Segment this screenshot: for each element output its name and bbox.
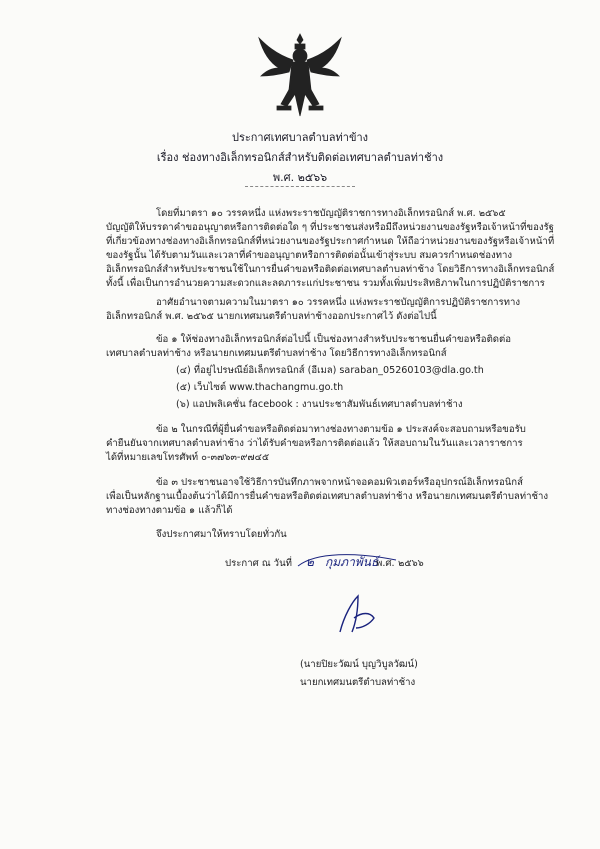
announce-month: กุมภาพันธ์ bbox=[325, 555, 379, 569]
signatory-position: นายกเทศมนตรีตำบลท่าช้าง bbox=[300, 677, 416, 688]
paragraph-1-line: ของรัฐนั้น ได้รับตามวันและเวลาที่คำขออนุญาตหรือการติดต่อนั้นเข้าสู่ระบบ สมควรกำหนดช่องทาง bbox=[106, 250, 513, 261]
paragraph-5-line: ข้อ ๓ ประชาชนอาจใช้วิธีการบันทึกภาพจากหน้าจอคอมพิวเตอร์หรืออุปกรณ์อิเล็กทรอนิกส์ bbox=[156, 477, 523, 488]
garuda-emblem-icon bbox=[257, 32, 343, 120]
announce-date-label: ประกาศ ณ วันที่ bbox=[225, 558, 292, 569]
signatory-name: (นายปิยะวัฒน์ บุญวิบูลวัฒน์) bbox=[300, 659, 418, 670]
paragraph-4-line: ข้อ ๒ ในกรณีที่ผู้ยื่นคำขอหรือติดต่อมาทางช่องทางตามข้อ ๑ ประสงค์จะสอบถามหรือขอรับ bbox=[156, 424, 526, 435]
closing-text: จึงประกาศมาให้ทราบโดยทั่วกัน bbox=[156, 529, 287, 540]
paragraph-2-line: อาศัยอำนาจตามความในมาตรา ๑๐ วรรคหนึ่ง แห่งพระราชบัญญัติการปฏิบัติราชการทาง bbox=[156, 297, 521, 308]
channel-facebook: (๖) แอปพลิเคชั่น facebook : งานประชาสัมพันธ์เทศบาลตำบลท่าช้าง bbox=[176, 399, 463, 410]
paragraph-4-line: ได้ที่หมายเลขโทรศัพท์ ๐-๓๗๖๓-๙๗๔๕ bbox=[106, 452, 270, 463]
paragraph-5-line: เพื่อเป็นหลักฐานเบื้องต้นว่าได้มีการยื่นคำขอหรือติดต่อเทศบาลตำบลท่าช้าง หรือนายกเทศมนตรีตำบลท่าช้าง bbox=[106, 491, 549, 502]
paragraph-1-line: ที่เกี่ยวข้องทางช่องทางอิเล็กทรอนิกส์ที่หน่วยงานของรัฐประกาศกำหนด ให้ถือว่าหน่วยงานของรัฐหรือเจ้าหน้าที่ bbox=[106, 236, 555, 247]
channel-email: (๔) ที่อยู่ไปรษณีย์อิเล็กทรอนิกส์ (อีเมล) saraban_05260103@dla.go.th bbox=[176, 365, 484, 376]
announce-year-label: พ.ศ. bbox=[376, 558, 395, 569]
title-separator bbox=[245, 186, 355, 187]
announcement-title: ประกาศเทศบาลตำบลท่าข้าง bbox=[231, 131, 369, 144]
paragraph-3-line: ข้อ ๑ ให้ช่องทางอิเล็กทรอนิกส์ต่อไปนี้ เป็นช่องทางสำหรับประชาชนยื่นคำขอหรือติดต่อ bbox=[156, 334, 512, 345]
paragraph-1-line: อิเล็กทรอนิกส์สำหรับประชาชนใช้ในการยื่นคำขอหรือติดต่อเทศบาลตำบลท่าช้าง โดยวิธีการทางอิเล็กทรอนิกส์ bbox=[106, 264, 555, 275]
paragraph-1-line: ทั้งนี้ เพื่อเป็นการอำนวยความสะดวกและลดภาระแก่ประชาชน รวมทั้งเพิ่มประสิทธิภาพในการปฏิบัติราชการ bbox=[106, 278, 545, 289]
paragraph-5-line: ทางช่องทางตามข้อ ๑ แล้วก็ได้ bbox=[106, 505, 233, 516]
announcement-subject: เรื่อง ช่องทางอิเล็กทรอนิกส์สำหรับติดต่อเทศบาลตำบลท่าช้าง bbox=[156, 151, 444, 164]
paragraph-1-line: บัญญัติให้บรรดาคำขออนุญาตหรือการติดต่อใด ๆ ที่ประชาชนส่งหรือมีถึงหน่วยงานของรัฐหรือเจ้าหน้าที่ของรัฐ bbox=[106, 222, 554, 233]
paragraph-2-line: อิเล็กทรอนิกส์ พ.ศ. ๒๕๖๕ นายกเทศมนตรีตำบลท่าช้างออกประกาศไว้ ดังต่อไปนี้ bbox=[106, 311, 437, 322]
announcement-year: พ.ศ. ๒๕๖๖ bbox=[272, 171, 328, 184]
channel-website: (๕) เว็บไซต์ www.thachangmu.go.th bbox=[176, 382, 344, 393]
announce-day: ๒ bbox=[306, 555, 314, 569]
paragraph-3-line: เทศบาลตำบลท่าช้าง หรือนายกเทศมนตรีตำบลท่าช้าง โดยวิธีการทางอิเล็กทรอนิกส์ bbox=[106, 348, 447, 359]
announce-year: ๒๕๖๖ bbox=[398, 558, 424, 569]
paragraph-4-line: คำยืนยันจากเทศบาลตำบลท่าช้าง ว่าได้รับคำขอหรือการติดต่อแล้ว ให้สอบถามในวันและเวลาราชการ bbox=[106, 438, 523, 449]
date-handwriting-mark bbox=[296, 550, 416, 572]
signature-icon bbox=[332, 588, 384, 640]
paragraph-1-line: โดยที่มาตรา ๑๐ วรรคหนึ่ง แห่งพระราชบัญญัติราชการทางอิเล็กทรอนิกส์ พ.ศ. ๒๕๖๕ bbox=[156, 208, 506, 219]
